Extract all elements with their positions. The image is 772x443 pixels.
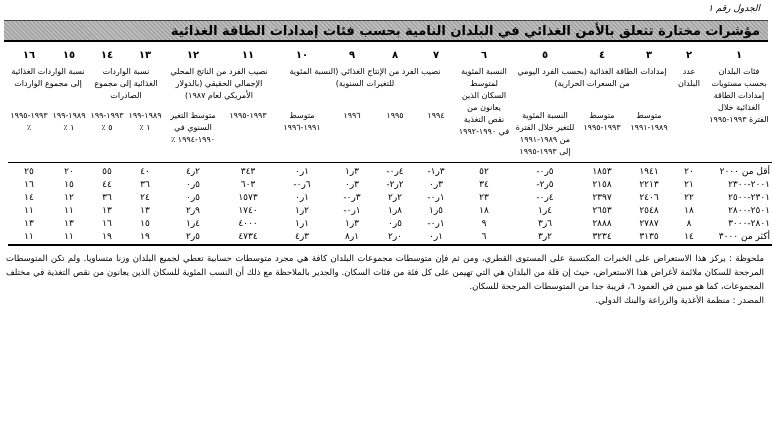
table-cell: ٨ر١ [387, 206, 403, 216]
row-label: ٢٣٠١-٢٥٠٠ [728, 193, 770, 203]
table-cell: ٦٠٣ [240, 180, 256, 190]
source-text: المصدر : منظمة الأغذية والزراعة والبنك الدولي. [595, 296, 764, 306]
table-cell: ٢١ [684, 180, 694, 190]
table-cell: ٢٠ [50, 163, 88, 180]
table-cell: ١١ [64, 206, 74, 216]
table-cell: ٢٥٤٨ [639, 206, 659, 216]
table-cell: ١٩ [126, 231, 164, 245]
subheader-c12: متوسط التغير السنوي في ١٩٩٠-١٩٩٤ ٪ [170, 111, 216, 144]
table-cell: ٢٦٥٣ [592, 206, 612, 216]
table-cell: ١١ [24, 206, 34, 216]
header-gdp: نصيب الفرد من الناتج المحلي الإجمالي الحقيقي (بالدولار الأمريكي لعام ١٩٨٧) [170, 67, 268, 100]
table-cell: ١ر٠ [274, 163, 330, 180]
table-cell: ٥ر٠ [387, 219, 403, 229]
table-cell: ٥٢ [456, 163, 512, 180]
table-cell: ٥ر٢ [164, 231, 222, 245]
row-label: ٢٠٠١-٢٣٠٠ [728, 180, 770, 190]
table-cell: ١ر٠- [427, 193, 445, 203]
table-cell: ٣٤ [479, 180, 489, 190]
table-cell: ١١ [8, 231, 50, 245]
table-cell: ١٣ [64, 219, 74, 229]
table-cell: ١١ [50, 231, 88, 245]
column-number: ١٤ [100, 50, 114, 61]
table-cell: ٤٧٣٤ [222, 231, 274, 245]
table-cell: ١٣ [102, 206, 112, 216]
table-cell: ٢٤٠٦ [639, 193, 659, 203]
header-food-energy: إمدادات الطاقة الغذائية (بحسب الفرد اليومي من السعرات الحرارية) [517, 67, 667, 88]
table-cell: ٣٦ [102, 193, 112, 203]
table-cell: ١٣ [140, 206, 150, 216]
table-cell: ١ر٠- [343, 206, 361, 216]
table-cell: ٣٤٣ [222, 163, 274, 180]
table-row [8, 163, 772, 180]
table-cell: ٤٠٠٠ [238, 219, 258, 229]
header-undernourished: النسبة المئوية لمتوسط السكان الذين يعانون من نقص التغذية في ١٩٩٠-١٩٩٢ [458, 67, 510, 136]
table-cell: ١٨ [479, 206, 489, 216]
column-numbers-row [8, 46, 772, 64]
column-number: ٧ [432, 50, 440, 61]
table-cell: ٣ر٤ [274, 231, 330, 245]
column-number: ٤ [598, 50, 606, 61]
table-cell: ٤ر٠- [374, 163, 416, 180]
table-cell: ١٥ [64, 180, 74, 190]
table-cell: ٤ر١ [185, 219, 201, 229]
table-title: مؤشرات مختارة تتعلق بالأمن الغذائي في البلدان النامية بحسب فئات إمدادات الطاقة الغذائية [4, 20, 768, 42]
table-cell: ٢ر٢ [387, 193, 403, 203]
table-cell: ٢٨٨٨ [592, 219, 612, 229]
table-cell: ٥ر٢- [536, 180, 554, 190]
subheader-c3: متوسط ١٩٨٩-١٩٩١ [630, 111, 668, 132]
table-cell: ٢٧٨٧ [639, 219, 659, 229]
table-cell: ٥٥ [88, 163, 126, 180]
table-cell: ٨ [686, 219, 692, 229]
table-cell: ٣ر٠- [343, 193, 361, 203]
table-label: الجدول رقم ١ [708, 4, 760, 14]
column-number: ٣ [645, 50, 653, 61]
table-cell: ٣٦ [140, 180, 150, 190]
indicators-table [8, 46, 772, 246]
column-number: ١٢ [186, 50, 200, 61]
subheader-c8: ١٩٩٥ [386, 111, 404, 120]
column-number: ١٣ [138, 50, 152, 61]
subheader-c13: ١٩٨٩-١٩٩١ ٪ [128, 111, 162, 132]
header-country-groups: فئات البلدان بحسب مستويات إمدادات الطاقة الغذائية خلال الفترة ١٩٩٣-١٩٩٥ [709, 67, 769, 124]
column-number: ٩ [348, 50, 356, 61]
notes [6, 252, 764, 308]
table-row [8, 205, 772, 218]
table-cell: ١٩٤١ [626, 163, 672, 180]
table-cell: ٢٢ [684, 193, 694, 203]
table-cell: ٣ر٠ [428, 180, 444, 190]
table-cell: ٢٤ [140, 193, 150, 203]
table-cell: ٥ر٠- [512, 163, 578, 180]
table-cell: ٢ر٤ [164, 163, 222, 180]
table-row [8, 179, 772, 192]
header-imports-to-imports: نسبة الواردات الغذائية إلى مجموع الواردات [11, 67, 85, 88]
table-cell: ١٣ [24, 219, 34, 229]
table-cell: ١٤ [672, 231, 706, 245]
note-text: ملحوظة : يركز هذا الاستعراض على الخبرات المكتسبة على المستوى القطري، ومن ثم فإن متوسطات مجموعات البلدان كافة هي مجرد متوسطات حسابية تعطي لجميع البلدان وزنا متساويا. ولم تكن المتوسطات المرجحة للسكان ملائمة لأغراض هذا الاستعراض، حيث إن قلة من البلدان هي التي تهيمن على كل فئة من فئات السكان. والجدير بالملاحظة مع ذلك أن النسب المئوية للسكان الذين يعانون من نقص التغذية في مختلف المجموعات، كما هو مبين في العمود ٦، قريبة جدا من المتوسطات المرجحة للسكان. [6, 254, 764, 292]
subheader-c10: متوسط ١٩٩١-١٩٩٦ [283, 111, 321, 132]
column-number: ١٥ [62, 50, 76, 61]
table-cell: ١ر٨ [330, 231, 374, 245]
table-cell: ١٥٧٣ [238, 193, 258, 203]
table-cell: ٢٥ [8, 163, 50, 180]
subheader-c4: متوسط ١٩٩٣-١٩٩٥ [583, 111, 621, 132]
subheader-c7: ١٩٩٤ [427, 111, 445, 120]
row-label: أكثر من ٣٠٠٠ [706, 231, 772, 245]
row-label: أقل من ٢٠٠٠ [706, 163, 772, 180]
table-cell: ١٤ [24, 193, 34, 203]
header-country-count: عدد البلدان [677, 67, 701, 88]
subheader-c14: ١٩٩٣-١٩٩٥ ٪ [90, 111, 124, 132]
table-row [8, 231, 772, 245]
column-number: ٥ [541, 50, 549, 61]
subheader-c11: ١٩٩٣-١٩٩٥ [229, 111, 267, 120]
header-imports-to-exports: نسبة الواردات الغذائية إلى مجموع الصادرات [94, 67, 158, 100]
row-label: ٢٨٠١-٣٠٠٠ [728, 219, 770, 229]
table-row [8, 192, 772, 205]
table-cell: ٣ر١ [344, 219, 360, 229]
table-cell: ١ر١ [294, 219, 310, 229]
table-cell: ١٨٥٣ [578, 163, 626, 180]
table-cell: ٢٠ [672, 163, 706, 180]
table-cell: ٢ر٢- [386, 180, 404, 190]
table-cell: ٢ر١ [294, 206, 310, 216]
table-cell: ٤ر٠- [536, 193, 554, 203]
table-cell: ٢١٥٨ [592, 180, 612, 190]
table-cell: ٣ر١- [416, 163, 456, 180]
column-number: ١ [735, 50, 743, 61]
table-cell: ٠ر٢ [374, 231, 416, 245]
table-cell: ١٧٤٠ [238, 206, 258, 216]
row-label: ٢٥٠١-٢٨٠٠ [728, 206, 770, 216]
column-number: ١١ [241, 50, 255, 61]
column-number: ١٠ [295, 50, 309, 61]
table-cell: ١٨ [684, 206, 694, 216]
table-cell: ٦ [456, 231, 512, 245]
group-header-row [8, 64, 772, 106]
table-cell: ١ر٠- [427, 219, 445, 229]
table-cell: ٣ر٠ [344, 180, 360, 190]
table-cell: ٥ر٠ [185, 180, 201, 190]
table-cell: ٣١٣٥ [626, 231, 672, 245]
table-cell: ٢٢١٣ [639, 180, 659, 190]
table-cell: ٢٣ [479, 193, 489, 203]
table-cell: ٥ر٠ [185, 193, 201, 203]
table-cell: ٥ر١ [428, 206, 444, 216]
column-number: ٨ [391, 50, 399, 61]
table-cell: ٤ر١ [537, 206, 553, 216]
table-cell: ١ر٠ [294, 193, 310, 203]
subheader-c9: ١٩٩٦ [343, 111, 361, 120]
table-cell: ١٩ [88, 231, 126, 245]
table-cell: ٣ر١ [330, 163, 374, 180]
table-cell: ٤٠ [126, 163, 164, 180]
column-number: ٦ [480, 50, 488, 61]
column-number: ٢ [685, 50, 693, 61]
column-number: ١٦ [22, 50, 36, 61]
header-food-production: نصيب الفرد من الإنتاج الغذائي (النسبة المئوية للتغيرات السنوية) [289, 67, 441, 88]
table-cell: ٩ [481, 219, 487, 229]
table-cell: ٦ر٠- [293, 180, 311, 190]
subheader-c16: ١٩٩٣-١٩٩٥ ٪ [10, 111, 48, 132]
table-cell: ١٦ [102, 219, 112, 229]
table-cell: ٢٣٩٧ [592, 193, 612, 203]
table-cell: ٣٢٣٤ [578, 231, 626, 245]
table-cell: ٤٤ [102, 180, 112, 190]
table-body [8, 163, 772, 246]
table-cell: ٦ر٣ [537, 219, 553, 229]
table-cell: ١٦ [24, 180, 34, 190]
table-cell: ٩ر٢ [185, 206, 201, 216]
table-row [8, 218, 772, 231]
subheader-c5: النسبة المئوية للتغير خلال الفترة من ١٩٨٩-١٩٩١ إلى ١٩٩٣-١٩٩٥ [515, 111, 575, 156]
table-cell: ١٢ [64, 193, 74, 203]
table-cell: ١ر٠ [416, 231, 456, 245]
table-cell: ٢ر٣ [512, 231, 578, 245]
sub-header-row [8, 106, 772, 163]
subheader-c15: ١٩٨٩-١٩٩١ ٪ [52, 111, 86, 132]
table-cell: ١٥ [140, 219, 150, 229]
